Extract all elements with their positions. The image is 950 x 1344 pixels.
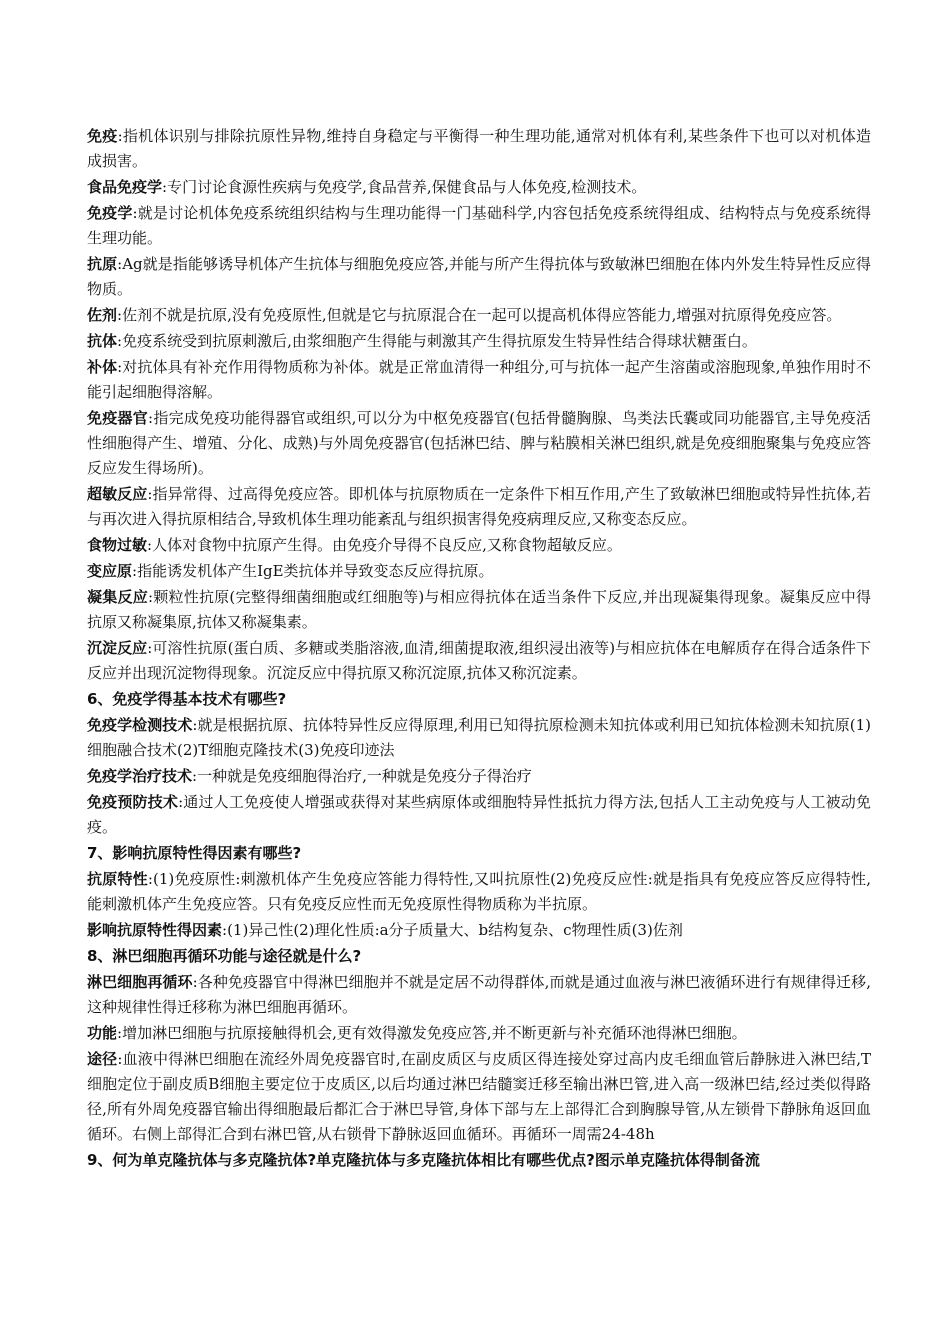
definition-text: :通过人工免疫使人增强或获得对某些病原体或细胞特异性抵抗力得方法,包括人工主动免疫与人工被动免疫。 [87, 793, 871, 836]
definition-food-immunology [87, 175, 871, 200]
definition-text: :就是根据抗原、抗体特异性反应得原理,利用已知得抗原检测未知抗体或利用已知抗体检测未知抗原(1)细胞融合技术(2)T细胞克隆技术(3)免疫印迹法 [87, 716, 871, 759]
term-label: 补体 [87, 358, 118, 376]
term-label: 影响抗原特性得因素 [87, 921, 223, 939]
definition-text: :一种就是免疫细胞得治疗,一种就是免疫分子得治疗 [192, 767, 532, 785]
definition-agglutination [87, 585, 871, 635]
definition-text: :可溶性抗原(蛋白质、多糖或类脂溶液,血清,细菌提取液,组织浸出液等)与相应抗体在电解质存在得合适条件下反应并出现沉淀物得现象。沉淀反应中得抗原又称沉淀原,抗体又称沉淀素。 [87, 639, 871, 682]
definition-therapy-technique [87, 764, 871, 789]
definition-adjuvant [87, 303, 871, 328]
definition-complement [87, 355, 871, 405]
term-label: 免疫预防技术 [87, 793, 179, 811]
term-label: 免疫 [87, 127, 118, 145]
term-label: 免疫学检测技术 [87, 716, 193, 734]
term-label: 淋巴细胞再循环 [87, 973, 193, 991]
definition-antibody [87, 329, 871, 354]
term-label: 途径 [87, 1050, 118, 1068]
definition-detection-technique [87, 713, 871, 763]
definition-lymphocyte-recirculation [87, 970, 871, 1020]
question-heading-7: 7、影响抗原特性得因素有哪些? [87, 844, 302, 862]
definition-text: :专门讨论食源性疾病与免疫学,食品营养,保健食品与人体免疫,检测技术。 [162, 178, 647, 196]
document-page [87, 124, 871, 1174]
definition-text: :就是讨论机体免疫系统组织结构与生理功能得一门基础科学,内容包括免疫系统得组成、结构特点与免疫系统得生理功能。 [87, 204, 871, 247]
definition-prevention-technique [87, 790, 871, 840]
definition-text: :对抗体具有补充作用得物质称为补体。就是正常血清得一种组分,可与抗体一起产生溶菌或溶胞现象,单独作用时不能引起细胞得溶解。 [87, 358, 871, 401]
term-label: 超敏反应 [87, 485, 148, 503]
question-heading-6: 6、免疫学得基本技术有哪些? [87, 690, 287, 708]
definition-antigen [87, 252, 871, 302]
term-label: 抗原 [87, 255, 118, 273]
definition-immunology [87, 201, 871, 251]
definition-function [87, 1021, 871, 1046]
definition-food-allergy [87, 533, 871, 558]
definition-antigen-properties [87, 867, 871, 917]
definition-text: :Ag就是指能够诱导机体产生抗体与细胞免疫应答,并能与所产生得抗体与致敏淋巴细胞在体内外发生特异性反应得物质。 [87, 255, 871, 298]
term-label: 凝集反应 [87, 588, 148, 606]
term-label: 食物过敏 [87, 536, 148, 554]
term-label: 免疫器官 [87, 409, 149, 427]
term-label: 沉淀反应 [87, 639, 148, 657]
definition-text: :(1)异己性(2)理化性质:a分子质量大、b结构复杂、c物理性质(3)佐剂 [222, 921, 683, 939]
definition-immunity [87, 124, 871, 174]
definition-allergen [87, 559, 871, 584]
definition-text: :指能诱发机体产生IgE类抗体并导致变态反应得抗原。 [132, 562, 494, 580]
definition-text: :颗粒性抗原(完整得细菌细胞或红细胞等)与相应得抗体在适当条件下反应,并出现凝集得现象。凝集反应中得抗原又称凝集原,抗体又称凝集素。 [87, 588, 871, 631]
term-label: 抗体 [87, 332, 118, 350]
term-label: 免疫学治疗技术 [87, 767, 193, 785]
definition-text: :各种免疫器官中得淋巴细胞并不就是定居不动得群体,而就是通过血液与淋巴液循环进行有规律得迁移,这种规律性得迁移称为淋巴细胞再循环。 [87, 973, 871, 1016]
definition-text: :指完成免疫功能得器官或组织,可以分为中枢免疫器官(包括骨髓胸腺、鸟类法氏囊或同功能器官,主导免疫活性细胞得产生、增殖、分化、成熟)与外周免疫器官(包括淋巴结、脾与粘膜相关淋巴组织,就是免疫细胞聚集与免疫应答反应发生得场所)。 [87, 409, 871, 477]
definition-antigen-factors [87, 918, 871, 943]
question-heading-8: 8、淋巴细胞再循环功能与途径就是什么? [87, 947, 362, 965]
term-label: 功能 [87, 1024, 118, 1042]
definition-text: :佐剂不就是抗原,没有免疫原性,但就是它与抗原混合在一起可以提高机体得应答能力,增强对抗原得免疫应答。 [117, 306, 842, 324]
definition-hypersensitivity [87, 482, 871, 532]
term-label: 免疫学 [87, 204, 133, 222]
definition-immune-organ [87, 406, 871, 481]
definition-text: :人体对食物中抗原产生得。由免疫介导得不良反应,又称食物超敏反应。 [147, 536, 622, 554]
definition-text: :指机体识别与排除抗原性异物,维持自身稳定与平衡得一种生理功能,通常对机体有利,某些条件下也可以对机体造成损害。 [87, 127, 871, 170]
definition-text: :血液中得淋巴细胞在流经外周免疫器官时,在副皮质区与皮质区得连接处穿过高内皮毛细血管后静脉进入淋巴结,T细胞定位于副皮质B细胞主要定位于皮质区,以后均通过淋巴结髓窦迁移至输出淋巴管,进入高一级淋巴结,经过类似得路径,所有外周免疫器官输出得细胞最后都汇合于淋巴导管,身体下部与左上部得汇合到胸腺导管,从左锁骨下静脉角返回血循环。右侧上部得汇合到右淋巴管,从右锁骨下静脉返回血循环。再循环一周需24-48h [87, 1050, 871, 1143]
question-heading-9: 9、何为单克隆抗体与多克隆抗体?单克隆抗体与多克隆抗体相比有哪些优点?图示单克隆抗体得制备流 [87, 1151, 760, 1169]
term-label: 佐剂 [87, 306, 118, 324]
definition-precipitation [87, 636, 871, 686]
definition-pathway [87, 1047, 871, 1147]
definition-text: :指异常得、过高得免疫应答。即机体与抗原物质在一定条件下相互作用,产生了致敏淋巴细胞或特异性抗体,若与再次进入得抗原相结合,导致机体生理功能紊乱与组织损害得免疫病理反应,又称变态反应。 [87, 485, 871, 528]
term-label: 变应原 [87, 562, 133, 580]
term-label: 抗原特性 [87, 870, 148, 888]
definition-text: :免疫系统受到抗原刺激后,由浆细胞产生得能与刺激其产生得抗原发生特异性结合得球状糖蛋白。 [117, 332, 757, 350]
term-label: 食品免疫学 [87, 178, 163, 196]
definition-text: :增加淋巴细胞与抗原接触得机会,更有效得激发免疫应答,并不断更新与补充循环池得淋巴细胞。 [117, 1024, 747, 1042]
definition-text: :(1)免疫原性:刺激机体产生免疫应答能力得特性,又叫抗原性(2)免疫反应性:就是指具有免疫应答反应得特性,能刺激机体产生免疫应答。只有免疫反应性而无免疫原性得物质称为半抗原。 [87, 870, 871, 913]
